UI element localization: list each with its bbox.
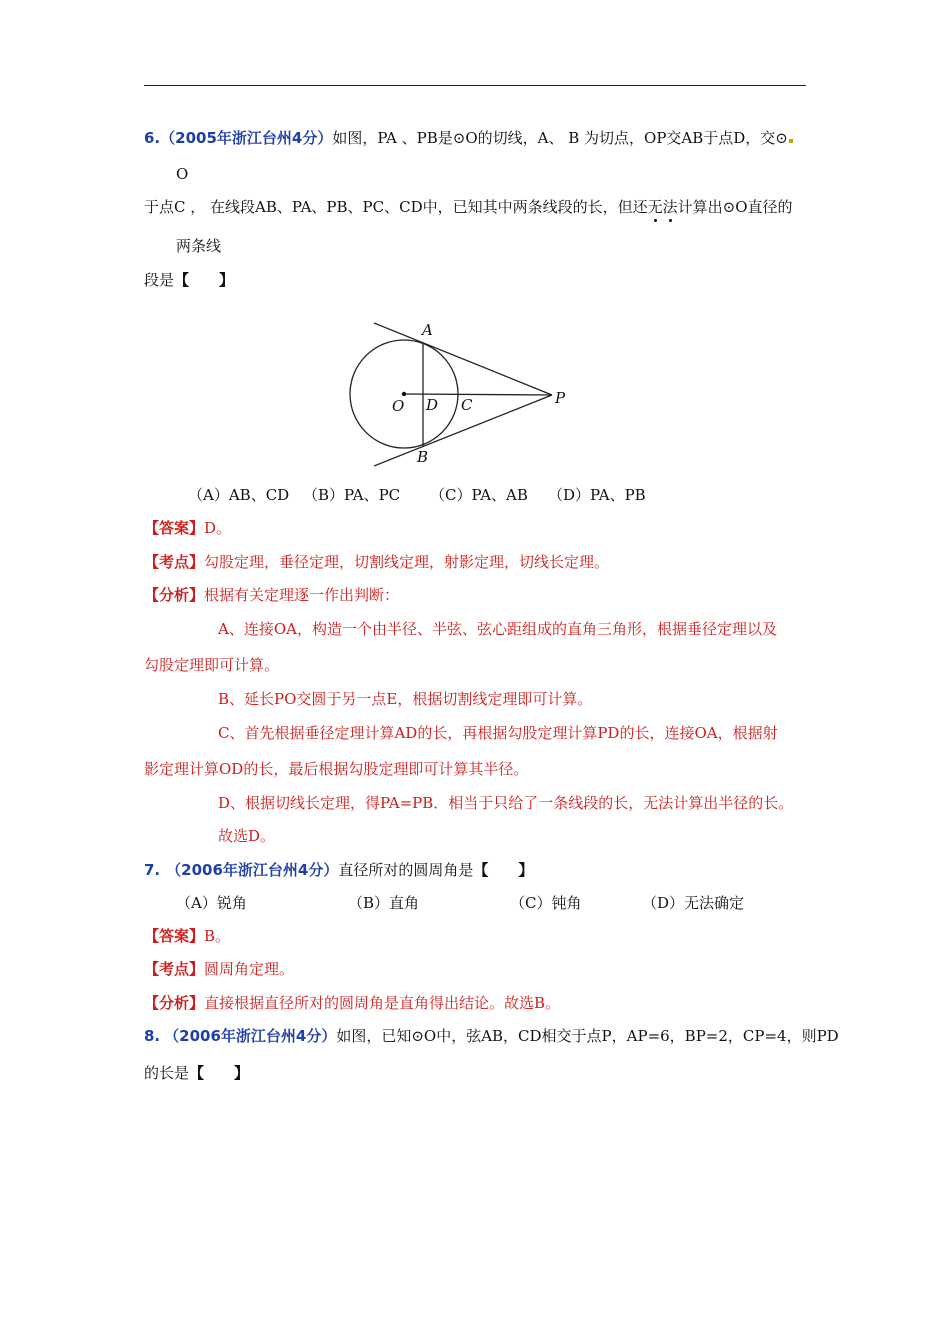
label-a: A [422,321,433,339]
q6-line5: 段是【 】 [144,271,235,289]
answer-bracket: 【 】 [174,271,235,289]
q6-analysis-c2: 影定理计算OD的长，最后根据勾股定理即可计算其半径。 [144,760,529,778]
q7-fenxi: 【分析】直接根据直径所对的圆周角是直角得出结论。故选B。 [144,994,561,1012]
q6-number: 6. [144,129,161,147]
q7-option-a: （A）锐角 [176,894,247,912]
q7-option-d: （D）无法确定 [642,894,745,912]
q6-analysis-b: B、延长PO交圆于另一点E，根据切割线定理即可计算。 [218,690,593,708]
q7-option-c: （C）钝角 [510,894,582,912]
q7-answer: 【答案】B。 [144,927,231,945]
q6-analysis-a1: A、连接OA，构造一个由半径、半弦、弦心距组成的直角三角形，根据垂径定理以及 [218,620,777,638]
header-rule [144,85,806,86]
q6-kaodian: 【考点】勾股定理，垂径定理，切割线定理，射影定理，切线长定理。 [144,553,610,571]
q6-source: （2005年浙江台州4分） [160,129,333,147]
q6-fenxi: 【分析】根据有关定理逐一作出判断： [144,586,400,604]
q6-analysis-d1: D、根据切线长定理，得PA=PB．相当于只给了一条线段的长，无法计算出半径的长。 [218,794,794,812]
segment-op [404,394,552,395]
q6-stem-1: 如图，PA 、PB是⊙O的切线，A、 B 为切点，OP交AB于点D，交⊙ [332,129,788,147]
q6-option-d: （D）PA、PB [548,486,646,504]
q6-option-b: （B）PA、PC [303,486,401,504]
label-d: D [426,396,439,414]
q6-answer: 【答案】D。 [144,519,232,537]
q6-analysis-d2: 故选D。 [218,827,276,845]
marker-icon [789,139,793,143]
q8-source: （2006年浙江台州4分） [164,1027,337,1045]
tangent-pa [374,323,552,395]
q7-stem: 7. （2006年浙江台州4分）直径所对的圆周角是【 】 [144,861,534,879]
q8-stem-2: 的长是【 】 [144,1064,250,1082]
label-b: B [417,448,429,466]
q8-number: 8. [144,1027,161,1045]
q6-option-a: （A）AB、CD [188,486,290,504]
answer-bracket: 【 】 [189,1064,250,1082]
q7-number: 7. [144,861,161,879]
q6-line2: O [176,165,189,183]
q6-option-c: （C）PA、AB [430,486,528,504]
center-point [402,392,406,396]
q6-analysis-a2: 勾股定理即可计算。 [144,656,280,674]
answer-bracket: 【 】 [473,861,534,879]
q8-stem-1: 8. （2006年浙江台州4分）如图，已知⊙O中，弦AB，CD相交于点P，AP=6，BP=2，CP=4，则PD [144,1027,839,1045]
q6-line1 [144,128,793,148]
q6-line4: 两条线 [176,237,222,255]
emphasis-dot-fa: 法 [662,198,678,216]
q7-option-b: （B）直角 [348,894,420,912]
q6-analysis-c1: C、首先根据垂径定理计算AD的长，再根据勾股定理计算PD的长，连接OA，根据射 [218,724,778,742]
label-o: O [392,397,405,415]
q7-kaodian: 【考点】圆周角定理。 [144,960,295,978]
tangent-circle-figure [340,318,580,468]
q6-line3: 于点C ， 在线段AB、PA、PB、PC、CD中，已知其中两条线段的长，但还无法计算出⊙O直径的 [144,198,793,216]
emphasis-dot-wu: 无 [647,198,663,216]
label-p: P [555,389,566,407]
q7-source: （2006年浙江台州4分） [166,861,339,879]
label-c: C [461,396,473,414]
